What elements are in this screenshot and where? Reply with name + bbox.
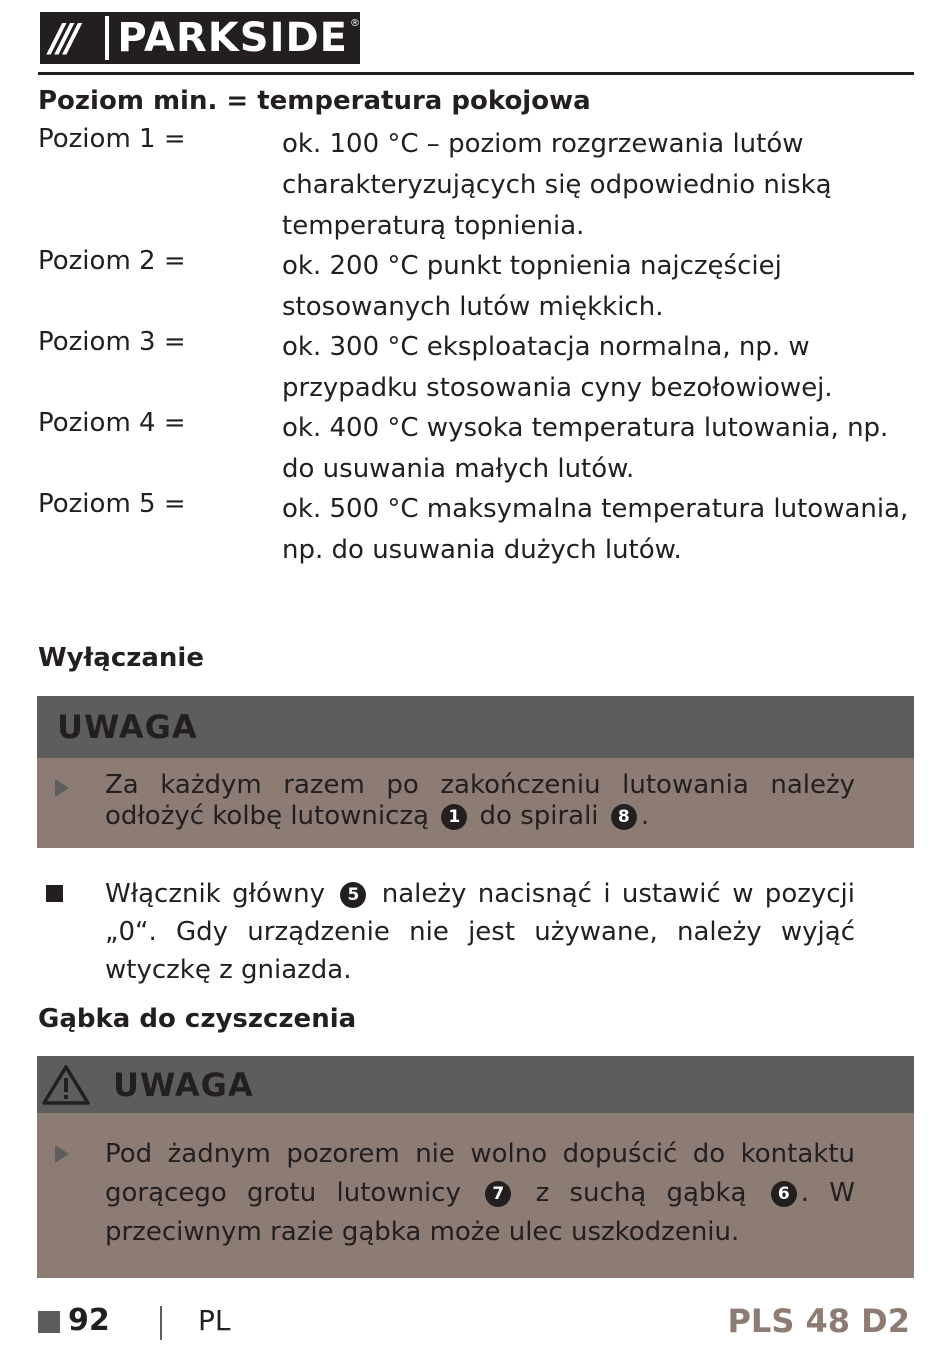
levels-heading: Poziom min. = temperatura pokojowa: [38, 86, 591, 116]
warning-notice: [37, 696, 914, 848]
level-label: Poziom 4 =: [38, 408, 186, 438]
triangle-bullet-icon: [55, 779, 69, 797]
notice-header: [37, 1056, 914, 1113]
component-number-icon: 5: [340, 882, 366, 908]
level-label: Poziom 3 =: [38, 327, 186, 357]
section-heading-sponge: Gąbka do czyszczenia: [38, 1004, 357, 1034]
notice-text-part: Za każdym razem po zakończeniu lutowania należy odłożyć kolbę lutowniczą: [105, 770, 855, 831]
triangle-bullet-icon: [55, 1145, 69, 1163]
square-bullet-icon: [46, 885, 63, 902]
logo-text: PARKSIDE: [117, 15, 348, 61]
notice-title: UWAGA: [57, 708, 198, 746]
bullet-text-part: należy nacisnąć i ustawić w pozycji „0“. Gdy urządzenie nie jest używane, należy wyjąć wtyczkę z gniazda.: [105, 879, 855, 985]
component-number-icon: 8: [611, 804, 637, 830]
level-label: Poziom 5 =: [38, 489, 186, 519]
notice-text-part: .: [640, 801, 650, 831]
notice-text-part: do spirali: [479, 801, 599, 831]
bullet-paragraph: [105, 875, 855, 989]
model-name: PLS 48 D2: [727, 1302, 910, 1340]
bullet-text-part: Włącznik główny: [105, 879, 326, 909]
header-rule: [38, 72, 914, 75]
level-label: Poziom 2 =: [38, 246, 186, 276]
level-description: ok. 100 °C – poziom rozgrzewania lutów charakteryzujących się odpowiednio niską temperaturą topnienia.: [282, 129, 832, 241]
level-description: ok. 300 °C eksploatacja normalna, np. w przypadku stosowania cyny bezołowiowej.: [282, 332, 833, 403]
level-description: ok. 500 °C maksymalna temperatura lutowania, np. do usuwania dużych lutów.: [282, 494, 909, 565]
level-label: Poziom 1 =: [38, 124, 186, 154]
footer-square-icon: [38, 1311, 60, 1333]
notice-text-part: z suchą gąbką: [535, 1178, 747, 1208]
warning-notice: [37, 1056, 914, 1278]
warning-triangle-icon: [41, 1064, 91, 1106]
footer-divider: [160, 1306, 162, 1340]
notice-title: UWAGA: [113, 1065, 254, 1104]
level-description: ok. 400 °C wysoka temperatura lutowania, np. do usuwania małych lutów.: [282, 413, 889, 484]
logo-slashes: ///: [50, 16, 74, 60]
section-heading-switch-off: Wyłączanie: [38, 643, 204, 673]
notice-text-part: Pod żadnym pozorem nie wolno dopuścić do kontaktu gorącego grotu lutownicy: [105, 1139, 855, 1208]
level-description: ok. 200 °C punkt topnienia najczęściej stosowanych lutów miękkich.: [282, 251, 782, 322]
language-code: PL: [198, 1304, 231, 1337]
brand-logo: [40, 12, 360, 64]
component-number-icon: 1: [441, 804, 467, 830]
component-number-icon: 7: [485, 1181, 511, 1207]
logo-separator: [105, 16, 109, 60]
notice-text: [105, 770, 855, 832]
notice-text-part: . W przeciwnym razie gąbka może ulec uszkodzeniu.: [105, 1178, 856, 1247]
notice-header: [37, 696, 914, 758]
registered-mark: ®: [350, 18, 360, 29]
page-number: 92: [68, 1303, 110, 1338]
component-number-icon: 6: [771, 1181, 797, 1207]
notice-text: [105, 1135, 855, 1252]
